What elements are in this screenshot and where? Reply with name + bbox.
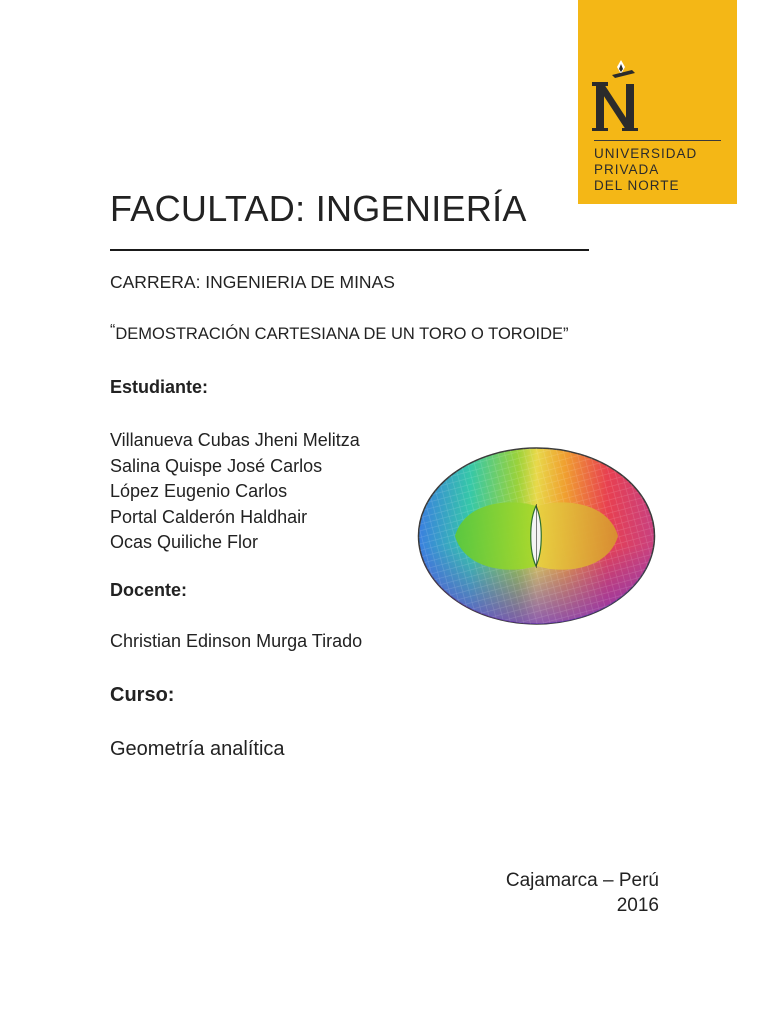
student-name: Villanueva Cubas Jheni Melitza	[110, 430, 360, 450]
students-label: Estudiante:	[110, 377, 209, 397]
course-label: Curso:	[110, 684, 175, 706]
thesis-title	[110, 322, 569, 344]
logo-divider	[594, 140, 721, 141]
torus-illustration	[417, 446, 656, 626]
student-name: López Eugenio Carlos	[110, 481, 288, 501]
student-name: Portal Calderón Haldhair	[110, 506, 308, 527]
open-quote: “	[110, 322, 116, 339]
logo-line-3: DEL NORTE	[594, 178, 680, 193]
student-name: Ocas Quiliche Flor	[110, 532, 259, 552]
university-n-logo-icon	[592, 60, 642, 134]
thesis-title-text: DEMOSTRACIÓN CARTESIANA DE UN TORO O TOROIDE”	[115, 325, 569, 343]
student-name: Salina Quispe José Carlos	[110, 455, 323, 476]
logo-line-1: UNIVERSIDAD	[594, 146, 698, 161]
career-line: CARRERA: INGENIERIA DE MINAS	[110, 272, 395, 292]
year: 2016	[616, 895, 659, 916]
location-date	[506, 868, 659, 918]
teacher-label: Docente:	[110, 580, 188, 600]
university-name	[594, 146, 697, 194]
title-underline	[110, 249, 589, 251]
location: Cajamarca – Perú	[505, 870, 659, 891]
course-name: Geometría analítica	[110, 738, 285, 760]
teacher-name: Christian Edinson Murga Tirado	[110, 631, 363, 651]
university-logo	[578, 0, 737, 204]
faculty-title: FACULTAD: INGENIERÍA	[110, 188, 527, 229]
logo-line-2: PRIVADA	[594, 162, 660, 177]
students-list	[110, 428, 360, 556]
